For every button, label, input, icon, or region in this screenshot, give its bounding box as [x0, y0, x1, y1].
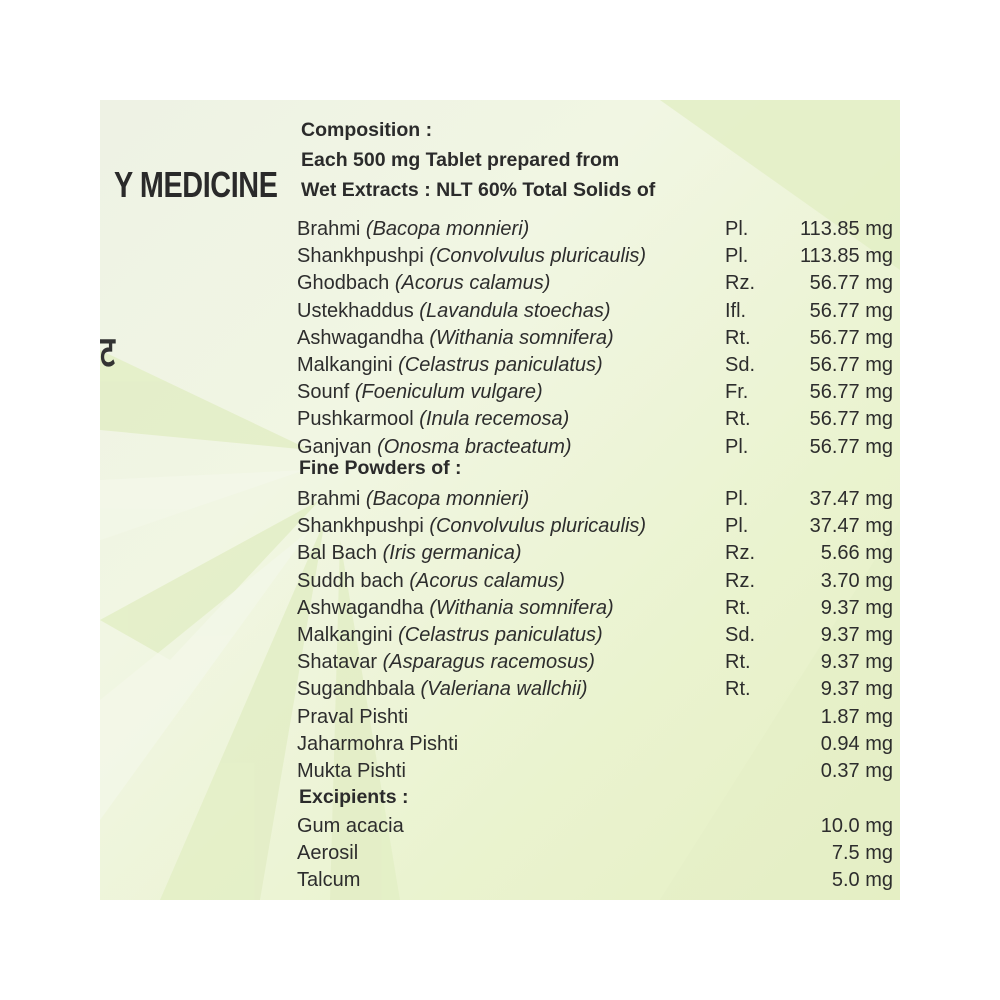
- ingredient-row: [297, 540, 893, 567]
- ingredient-row: [297, 216, 893, 243]
- ingredient-name: [297, 542, 725, 565]
- fine-powders-heading: Fine Powders of :: [299, 457, 462, 479]
- ingredient-plant-part: Rt.: [725, 596, 751, 619]
- ingredient-botanical-name: (Bacopa monnieri): [365, 218, 530, 241]
- ingredient-common-name: Sugandhbala: [297, 678, 421, 701]
- ingredient-common-name: Ashwagandha: [297, 326, 430, 349]
- wet-extracts-heading: Wet Extracts : NLT 60% Total Solids of: [301, 179, 656, 201]
- ingredient-row: [297, 649, 893, 676]
- ingredient-amount: 9.37 mg: [820, 678, 893, 701]
- ingredient-amount: 113.85 mg: [799, 218, 893, 241]
- ingredient-common-name: Brahmi: [297, 488, 366, 511]
- ingredient-amount: 3.70 mg: [820, 569, 893, 592]
- ingredient-name: [297, 354, 725, 377]
- ingredient-amount: 9.37 mg: [820, 651, 893, 674]
- ingredient-plant-part: Ifl.: [725, 299, 747, 322]
- ingredient-name: [297, 706, 725, 729]
- ingredient-row: [297, 513, 893, 540]
- ingredient-plant-part: Rz.: [725, 272, 755, 295]
- brand-logo-fragment: ट: [100, 328, 115, 375]
- ingredient-name: [297, 515, 725, 538]
- ingredient-common-name: Malkangini: [297, 624, 399, 647]
- ingredient-row: [297, 379, 893, 406]
- ingredient-amount: 56.77 mg: [809, 408, 893, 431]
- ingredient-common-name: Ghodbach: [297, 272, 395, 295]
- ingredient-common-name: Jaharmohra Pishti: [297, 732, 459, 755]
- ingredient-plant-part: Pl.: [725, 488, 749, 511]
- wet-extracts-table: [297, 216, 893, 461]
- ingredient-botanical-name: (Valeriana wallchii): [420, 678, 588, 701]
- ingredient-amount: 7.5 mg: [831, 842, 893, 865]
- ingredient-common-name: Sounf: [297, 381, 355, 404]
- ingredient-row: [297, 676, 893, 703]
- ingredient-row: [297, 486, 893, 513]
- ingredient-botanical-name: (Withania somnifera): [429, 326, 614, 349]
- ingredient-row: [297, 406, 893, 433]
- ingredient-plant-part: Rz.: [725, 542, 755, 565]
- ingredient-name: [297, 245, 725, 268]
- ingredient-common-name: Shatavar: [297, 651, 383, 674]
- ingredient-row: [297, 840, 893, 867]
- ingredient-amount: 56.77 mg: [809, 435, 893, 458]
- ingredient-common-name: Malkangini: [297, 354, 399, 377]
- ingredient-botanical-name: (Acorus calamus): [394, 272, 551, 295]
- ingredient-plant-part: Rt.: [725, 651, 751, 674]
- ingredient-botanical-name: (Inula recemosa): [419, 408, 570, 431]
- ingredient-common-name: Ashwagandha: [297, 596, 430, 619]
- ingredient-name: [297, 760, 725, 783]
- ingredient-plant-part: Rt.: [725, 326, 751, 349]
- ingredient-name: [297, 272, 725, 295]
- ingredient-row: [297, 704, 893, 731]
- ingredient-amount: 37.47 mg: [809, 515, 893, 538]
- ingredient-name: [297, 842, 725, 865]
- ingredient-row: [297, 758, 893, 785]
- ingredient-common-name: Bal Bach: [297, 542, 383, 565]
- ingredient-name: [297, 408, 725, 431]
- composition-heading: Composition :: [301, 119, 433, 141]
- ingredient-botanical-name: (Lavandula stoechas): [419, 299, 611, 322]
- package-label-photo: [100, 100, 900, 900]
- ingredient-common-name: Talcum: [297, 869, 361, 892]
- ingredient-plant-part: Sd.: [725, 624, 756, 647]
- ingredient-botanical-name: (Iris germanica): [382, 542, 522, 565]
- ingredient-botanical-name: (Convolvulus pluricaulis): [429, 515, 647, 538]
- ingredient-name: [297, 869, 725, 892]
- ingredient-plant-part: Rt.: [725, 678, 751, 701]
- ingredient-plant-part: Pl.: [725, 218, 749, 241]
- ingredient-name: [297, 651, 725, 674]
- ingredient-amount: 9.37 mg: [820, 624, 893, 647]
- ingredient-amount: 10.0 mg: [820, 815, 893, 838]
- brand-title: Y MEDICINE: [114, 164, 278, 205]
- ingredient-row: [297, 595, 893, 622]
- ingredient-plant-part: Pl.: [725, 245, 749, 268]
- ingredient-botanical-name: (Acorus calamus): [409, 569, 565, 592]
- ingredient-name: [297, 597, 725, 620]
- ingredient-botanical-name: (Asparagus racemosus): [382, 651, 595, 674]
- ingredient-amount: 1.87 mg: [820, 705, 893, 728]
- ingredient-name: [297, 327, 725, 350]
- ingredient-botanical-name: (Convolvulus pluricaulis): [429, 245, 647, 268]
- ingredient-row: [297, 352, 893, 379]
- ingredient-plant-part: Fr.: [725, 381, 749, 404]
- composition-description: Each 500 mg Tablet prepared from: [301, 149, 620, 171]
- ingredient-row: [297, 270, 893, 297]
- ingredient-common-name: Brahmi: [297, 218, 366, 241]
- ingredient-botanical-name: (Bacopa monnieri): [365, 488, 530, 511]
- ingredient-row: [297, 325, 893, 352]
- ingredient-name: [297, 815, 725, 838]
- ingredient-name: [297, 488, 725, 511]
- ingredient-common-name: Shankhpushpi: [297, 245, 430, 268]
- ingredient-common-name: Ganjvan: [297, 435, 378, 458]
- ingredient-row: [297, 298, 893, 325]
- ingredient-row: [297, 243, 893, 270]
- ingredient-botanical-name: (Onosma bracteatum): [377, 435, 572, 458]
- ingredient-name: [297, 733, 725, 756]
- ingredient-botanical-name: (Foeniculum vulgare): [354, 381, 543, 404]
- ingredient-amount: 56.77 mg: [809, 326, 893, 349]
- ingredient-amount: 113.85 mg: [799, 245, 893, 268]
- ingredient-amount: 37.47 mg: [809, 488, 893, 511]
- ingredient-amount: 9.37 mg: [820, 596, 893, 619]
- ingredient-common-name: Gum acacia: [297, 815, 404, 838]
- excipients-heading: Excipients :: [299, 786, 409, 808]
- ingredient-name: [297, 300, 725, 323]
- ingredient-common-name: Shankhpushpi: [297, 515, 430, 538]
- ingredient-name: [297, 570, 725, 593]
- ingredient-name: [297, 624, 725, 647]
- ingredient-plant-part: Rt.: [725, 408, 751, 431]
- ingredient-row: [297, 867, 893, 894]
- ingredient-common-name: Mukta Pishti: [297, 759, 406, 782]
- ingredient-row: [297, 731, 893, 758]
- ingredient-amount: 56.77 mg: [809, 299, 893, 322]
- excipients-table: [297, 813, 893, 895]
- ingredient-common-name: Suddh bach: [297, 569, 410, 592]
- ingredient-amount: 0.37 mg: [820, 759, 893, 782]
- fine-powders-table: [297, 486, 893, 785]
- ingredient-amount: 0.94 mg: [820, 732, 893, 755]
- ingredient-amount: 5.66 mg: [820, 542, 893, 565]
- ingredient-plant-part: Pl.: [725, 435, 749, 458]
- ingredient-row: [297, 813, 893, 840]
- ingredient-name: [297, 381, 725, 404]
- ingredient-name: [297, 678, 725, 701]
- ingredient-plant-part: Sd.: [725, 354, 756, 377]
- ingredient-amount: 5.0 mg: [831, 869, 893, 892]
- ingredient-botanical-name: (Celastrus paniculatus): [398, 624, 603, 647]
- ingredient-botanical-name: (Withania somnifera): [429, 596, 614, 619]
- ingredient-name: [297, 436, 725, 459]
- ingredient-common-name: Praval Pishti: [297, 705, 409, 728]
- ingredient-row: [297, 622, 893, 649]
- ingredient-common-name: Aerosil: [297, 842, 359, 865]
- ingredient-plant-part: Pl.: [725, 515, 749, 538]
- ingredient-common-name: Pushkarmool: [297, 408, 420, 431]
- ingredient-common-name: Ustekhaddus: [297, 299, 420, 322]
- ingredient-row: [297, 568, 893, 595]
- ingredient-plant-part: Rz.: [725, 569, 755, 592]
- ingredient-amount: 56.77 mg: [809, 381, 893, 404]
- ingredient-amount: 56.77 mg: [809, 354, 893, 377]
- ingredient-botanical-name: (Celastrus paniculatus): [398, 354, 603, 377]
- ingredient-name: [297, 218, 725, 241]
- ingredient-amount: 56.77 mg: [809, 272, 893, 295]
